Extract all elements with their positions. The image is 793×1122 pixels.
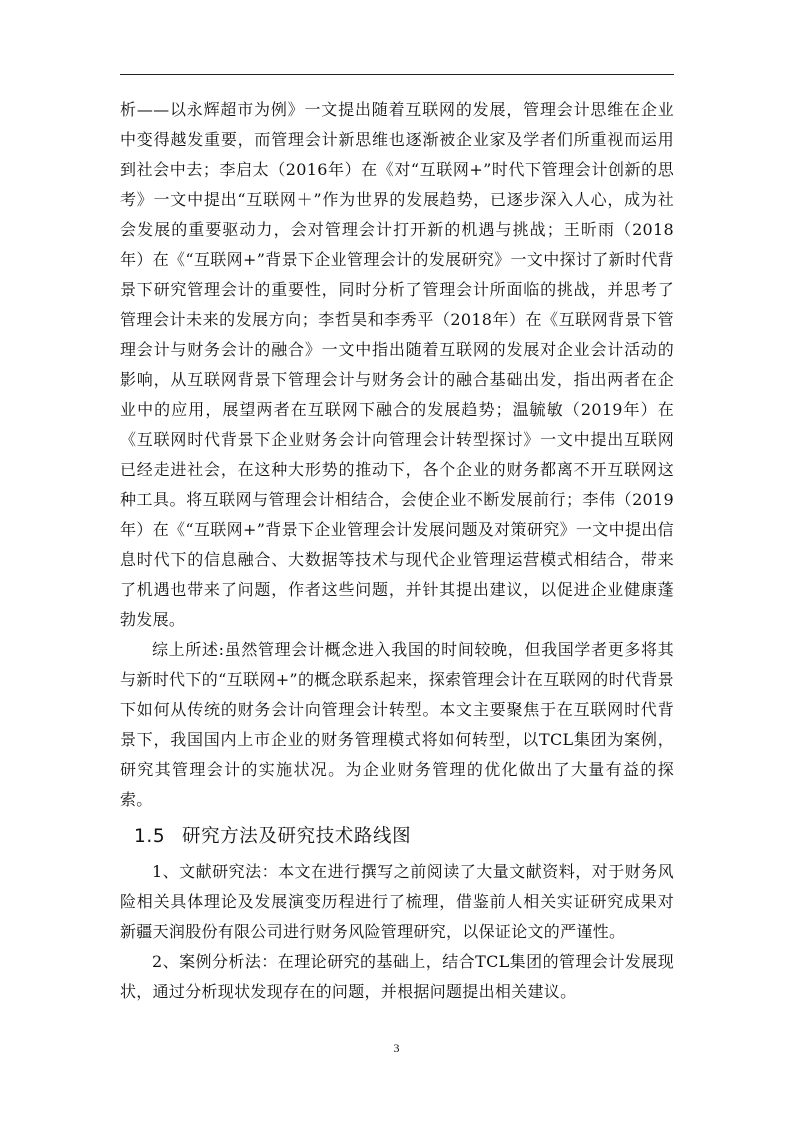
paragraph-literature-review: 析——以永辉超市为例》一文提出随着互联网的发展，管理会计思维在企业中变得越发重要，而管理会计新思维也逐渐被企业家及学者们所重视而运用到社会中去；李启太（2016年）在《对“互联网+”时代下管理会计创新的思考》一文中提出“互联网＋”作为世界的发展趋势，已逐步深入人心，成为社会发展的重要驱动力，会对管理会计打开新的机遇与挑战；王昕雨（2018年）在《“互联网+”背景下企业管理会计的发展研究》一文中探讨了新时代背景下研究管理会计的重要性，同时分析了管理会计所面临的挑战，并思考了管理会计未来的发展方向；李哲昊和李秀平（2018年）在《互联网背景下管理会计与财务会计的融合》一文中指出随着互联网的发展对企业会计活动的影响，从互联网背景下管理会计与财务会计的融合基础出发，指出两者在企业中的应用，展望两者在互联网下融合的发展趋势；温毓敏（2019年）在《互联网时代背景下企业财务会计向管理会计转型探讨》一文中提出互联网已经走进社会，在这种大形势的推动下，各个企业的财务都离不开互联网这种工具。将互联网与管理会计相结合，会使企业不断发展前行；李伟（2019年）在《“互联网+”背景下企业管理会计发展问题及对策研究》一文中提出信息时代下的信息融合、大数据等技术与现代企业管理运营模式相结合，带来了机遇也带来了问题，作者这些问题，并针其提出建议，以促进企业健康蓬勃发展。 <box>120 100 674 629</box>
paragraph-summary: 综上所述:虽然管理会计概念进入我国的时间较晚，但我国学者更多将其与新时代下的“互联网+”的概念联系起来，探索管理会计在互联网的时代背景下如何从传统的财务会计向管理会计转型。本文主要聚焦于在互联网时代背景下，我国国内上市企业的财务管理模式将如何转型，以TCL集团为案例，研究其管理会计的实施状况。为企业财务管理的优化做出了大量有益的探索。 <box>120 640 674 809</box>
paragraph-method-literature: 1、文献研究法：本文在进行撰写之前阅读了大量文献资料，对于财务风险相关具体理论及发展演变历程进行了梳理，借鉴前人相关实证研究成果对新疆天润股份有限公司进行财务风险管理研究，以保证论文的严谨性。 <box>120 862 674 941</box>
section-heading <box>120 819 674 855</box>
page-number: 3 <box>393 1041 400 1055</box>
section-number: 1.5 <box>134 826 166 847</box>
header-rule <box>120 74 674 75</box>
body-text <box>120 95 674 1007</box>
section-title: 研究方法及研究技术路线图 <box>182 826 412 847</box>
paragraph-method-case: 2、案例分析法：在理论研究的基础上，结合TCL集团的管理会计发展现状，通过分析现状发现存在的问题，并根据问题提出相关建议。 <box>120 952 674 1001</box>
